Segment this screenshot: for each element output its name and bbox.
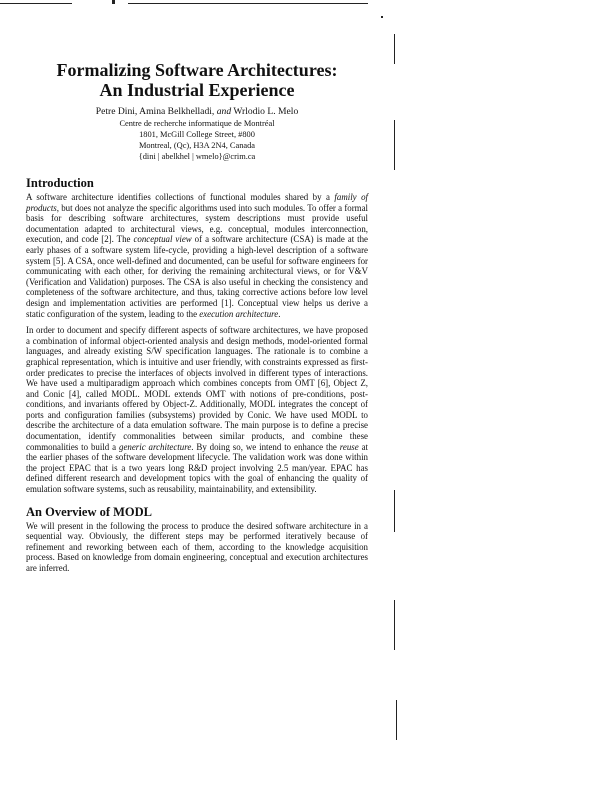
scan-line-right-3 xyxy=(394,490,395,532)
scan-line-top-mid xyxy=(128,3,368,4)
scan-line-top-left xyxy=(0,3,72,4)
affiliation-line: Centre de recherche informatique de Montréal xyxy=(119,119,275,128)
italic-run: execution architecture xyxy=(199,308,279,319)
scan-line-right-5 xyxy=(396,700,397,740)
intro-paragraph-1 xyxy=(26,192,368,319)
paper-page xyxy=(26,50,368,580)
title-line-1: Formalizing Software Architectures: xyxy=(56,60,338,80)
text-run: . xyxy=(278,308,281,319)
scan-line-right-1 xyxy=(394,34,395,64)
overview-paragraph-1: We will present in the following the process to produce the desired software architecture in a sequential way. Obviously, the different steps may be performed iteratively because of refinement and reworking between each of them, according to the knowledge acquisition process. Based on knowledge from domain engineering, conceptual and execution architectures are inferred. xyxy=(26,520,368,573)
italic-run: family of products xyxy=(26,192,368,213)
text-run: A software architecture identifies collections of functional modules shared by a xyxy=(26,192,335,202)
text-run: . By doing so, we intend to enhance the xyxy=(191,441,340,452)
affiliation-line: 1801, McGill College Street, #800 xyxy=(139,130,255,139)
authors-prefix: Petre Dini, Amina Belkhelladi, xyxy=(95,106,215,117)
italic-run: reuse xyxy=(339,441,359,452)
paper-authors xyxy=(26,106,368,118)
affiliation-line: Montreal, (Qc), H3A 2N4, Canada xyxy=(138,141,256,150)
text-run: of a software architecture (CSA) is made at the early phases of a software system life-cycle, providing a high-level description of a software system [5]. A CSA, once well-defined and documented, can be useful for software engineers for communicating with each other, for deriving the remaining architectural views, or for V&V (Verification and Validation) purposes. The CSA is also useful in checking the consistency and completeness of the software architecture, and thus, taking corrective actions before low level design and implementation activities are performed [1]. Conceptual view helps us derive a static configuration of the system, leading to the xyxy=(26,234,368,319)
section-heading-overview: An Overview of MODL xyxy=(26,504,153,519)
italic-run: generic architecture xyxy=(119,441,192,452)
scan-mark-top xyxy=(112,0,115,4)
scan-line-right-4 xyxy=(394,600,395,650)
affiliation-block xyxy=(26,118,368,162)
intro-paragraph-2 xyxy=(26,325,368,495)
affiliation-email: {dini | abelkhel | wmelo}@crim.ca xyxy=(138,152,256,161)
scan-dot-right xyxy=(381,16,383,18)
text-run: In order to document and specify different aspects of software architectures, we have proposed a combination of informal object-oriented analysis and design methods, model-oriented formal languages, and already existing S/W specification languages. The rationale is to combine a graphical representation, which is intuitive and user friendly, with constraints expressed as first-order predicates to precise the interfaces of objects involved in different types of interactions. We have used a multiparadigm approach which combines concepts from OMT [6], Object Z, and Conic [4], called MODL. MODL extends OMT with notions of pre-conditions, post-conditions, and invariants offered by Object-Z. Additionally, MODL integrates the concept of ports and configuration families (subsystems) provided by Conic. We have used MODL to describe the architecture of a data emulation software. The main purpose is to define a precise documentation, identify commonalities between similar products, and combine these commonalities to build a xyxy=(26,325,368,452)
text-run: , but does not analyze the specific algorithms used into such modules. To offer a formal basis for describing software architectures, system descriptions must provide useful documentation adapted to architectural views, e.g. conceptual, modules interconnection, execution, and code [2]. The xyxy=(26,202,368,245)
section-heading-introduction: Introduction xyxy=(26,176,94,190)
scan-line-right-2 xyxy=(394,120,395,170)
italic-run: conceptual view xyxy=(133,234,192,245)
title-line-2: An Industrial Experience xyxy=(99,80,295,100)
authors-last: Wrlodio L. Melo xyxy=(233,106,299,117)
text-run: at the earlier phases of the software development lifecycle. The validation work was done within the project EPAC that is a two years long R&D project involving 2.5 man/year. EPAC has defined different research and development topics with the goal of enhancing the quality of emulation software systems, such as reusability, maintainability, and extensibility. xyxy=(26,441,369,495)
paper-title xyxy=(26,60,368,100)
authors-and: and xyxy=(216,106,232,117)
